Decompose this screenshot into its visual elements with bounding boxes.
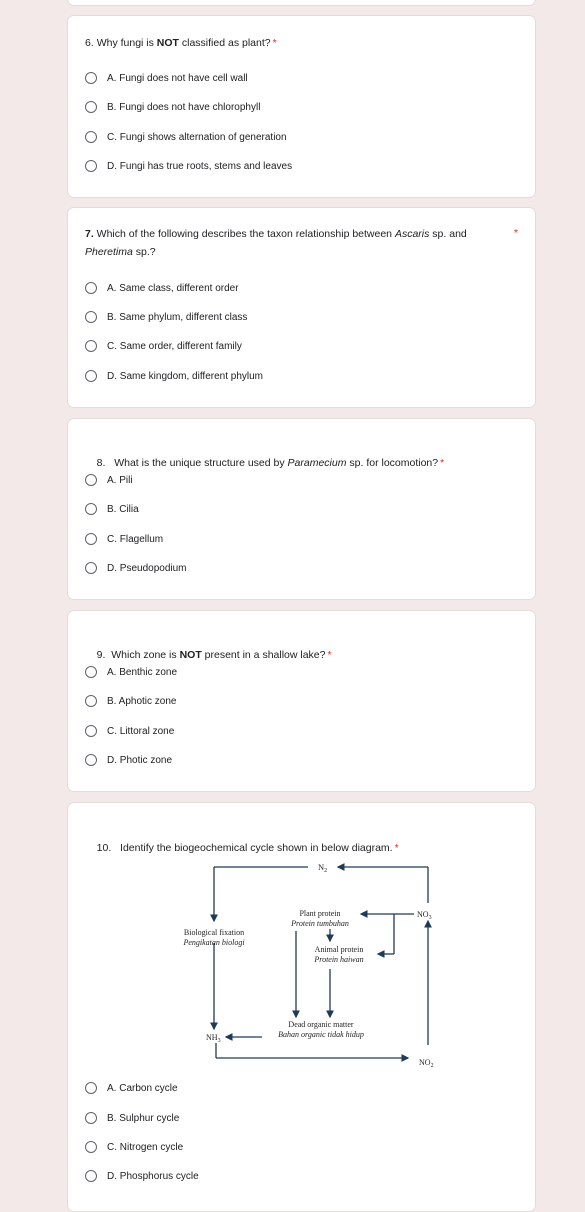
required-asterisk: * xyxy=(394,842,399,854)
required-asterisk: * xyxy=(513,227,518,239)
option-d[interactable]: D. Photic zone xyxy=(85,752,172,768)
radio-button[interactable] xyxy=(85,370,97,382)
animal-protein-ms-label: Protein haiwan xyxy=(314,955,364,964)
radio-button[interactable] xyxy=(85,1170,97,1182)
option-a[interactable]: A. Fungi does not have cell wall xyxy=(85,70,248,86)
question-title: 8. What is the unique structure used by Paramecium sp. for locomotion? * xyxy=(96,457,445,469)
biological-fixation-ms-label: Pengikatan biologi xyxy=(183,938,245,947)
required-asterisk: * xyxy=(272,37,277,49)
radio-button[interactable] xyxy=(85,282,97,294)
option-b[interactable]: B. Fungi does not have chlorophyll xyxy=(85,99,260,115)
option-c[interactable]: C. Fungi shows alternation of generation xyxy=(85,129,287,145)
dead-organic-matter-ms-label: Bahan organic tidak hidup xyxy=(278,1030,364,1039)
option-b[interactable]: B. Cilia xyxy=(85,501,139,517)
question-title: 9. Which zone is NOT present in a shallow lake? * xyxy=(96,649,332,661)
option-b[interactable]: B. Sulphur cycle xyxy=(85,1110,179,1126)
biological-fixation-label: Biological fixation xyxy=(183,928,245,937)
nh3-label: $NH_3$ xyxy=(206,1033,221,1044)
radio-button[interactable] xyxy=(85,160,97,172)
plant-protein-label: Plant protein xyxy=(299,909,341,918)
radio-button[interactable] xyxy=(85,1082,97,1094)
nitrogen-cycle-diagram xyxy=(168,855,448,1075)
option-d[interactable]: D. Phosphorus cycle xyxy=(85,1168,199,1184)
option-c[interactable]: C. Nitrogen cycle xyxy=(85,1139,183,1155)
radio-button[interactable] xyxy=(85,754,97,766)
question-title: 6. Why fungi is NOT classified as plant? * xyxy=(85,37,277,49)
question-card-10 xyxy=(67,802,536,1212)
option-a[interactable]: A. Carbon cycle xyxy=(85,1080,178,1096)
option-c[interactable]: C. Littoral zone xyxy=(85,723,174,739)
radio-button[interactable] xyxy=(85,695,97,707)
radio-button[interactable] xyxy=(85,72,97,84)
option-d[interactable]: D. Fungi has true roots, stems and leaves xyxy=(85,158,292,174)
radio-button[interactable] xyxy=(85,340,97,352)
plant-protein-ms-label: Protein tumbuhan xyxy=(291,919,349,928)
option-a[interactable]: A. Benthic zone xyxy=(85,664,177,680)
animal-protein-label: Animal protein xyxy=(314,945,364,954)
radio-button[interactable] xyxy=(85,1112,97,1124)
radio-button[interactable] xyxy=(85,474,97,486)
question-card-8 xyxy=(67,418,536,600)
radio-button[interactable] xyxy=(85,562,97,574)
no3-label: $NO_3$ xyxy=(417,910,432,921)
question-title: 10. Identify the biogeochemical cycle shown in below diagram. * xyxy=(96,842,399,854)
option-b[interactable]: B. Aphotic zone xyxy=(85,693,177,709)
radio-button[interactable] xyxy=(85,533,97,545)
radio-button[interactable] xyxy=(85,311,97,323)
option-a[interactable]: A. Same class, different order xyxy=(85,280,239,296)
option-b[interactable]: B. Same phylum, different class xyxy=(85,309,247,325)
n2-label: $N_2$ xyxy=(318,862,328,874)
radio-button[interactable] xyxy=(85,131,97,143)
option-c[interactable]: C. Same order, different family xyxy=(85,338,242,354)
question-title: 7. Which of the following describes the taxon relationship between Ascaris sp. and Pheretima sp.? xyxy=(85,228,467,258)
option-d[interactable]: D. Same kingdom, different phylum xyxy=(85,368,263,384)
question-card-6 xyxy=(67,15,536,198)
option-a[interactable]: A. Pili xyxy=(85,472,133,488)
required-asterisk: * xyxy=(327,649,332,661)
required-asterisk: * xyxy=(440,457,445,469)
radio-button[interactable] xyxy=(85,101,97,113)
question-card-9 xyxy=(67,610,536,792)
option-c[interactable]: C. Flagellum xyxy=(85,531,163,547)
option-d[interactable]: D. Pseudopodium xyxy=(85,560,187,576)
no2-label: $NO_2$ xyxy=(419,1058,434,1069)
dead-organic-matter-label: Dead organic matter xyxy=(288,1020,354,1029)
radio-button[interactable] xyxy=(85,503,97,515)
radio-button[interactable] xyxy=(85,1141,97,1153)
radio-button[interactable] xyxy=(85,666,97,678)
previous-question-card xyxy=(67,0,536,6)
radio-button[interactable] xyxy=(85,725,97,737)
question-card-7 xyxy=(67,207,536,408)
